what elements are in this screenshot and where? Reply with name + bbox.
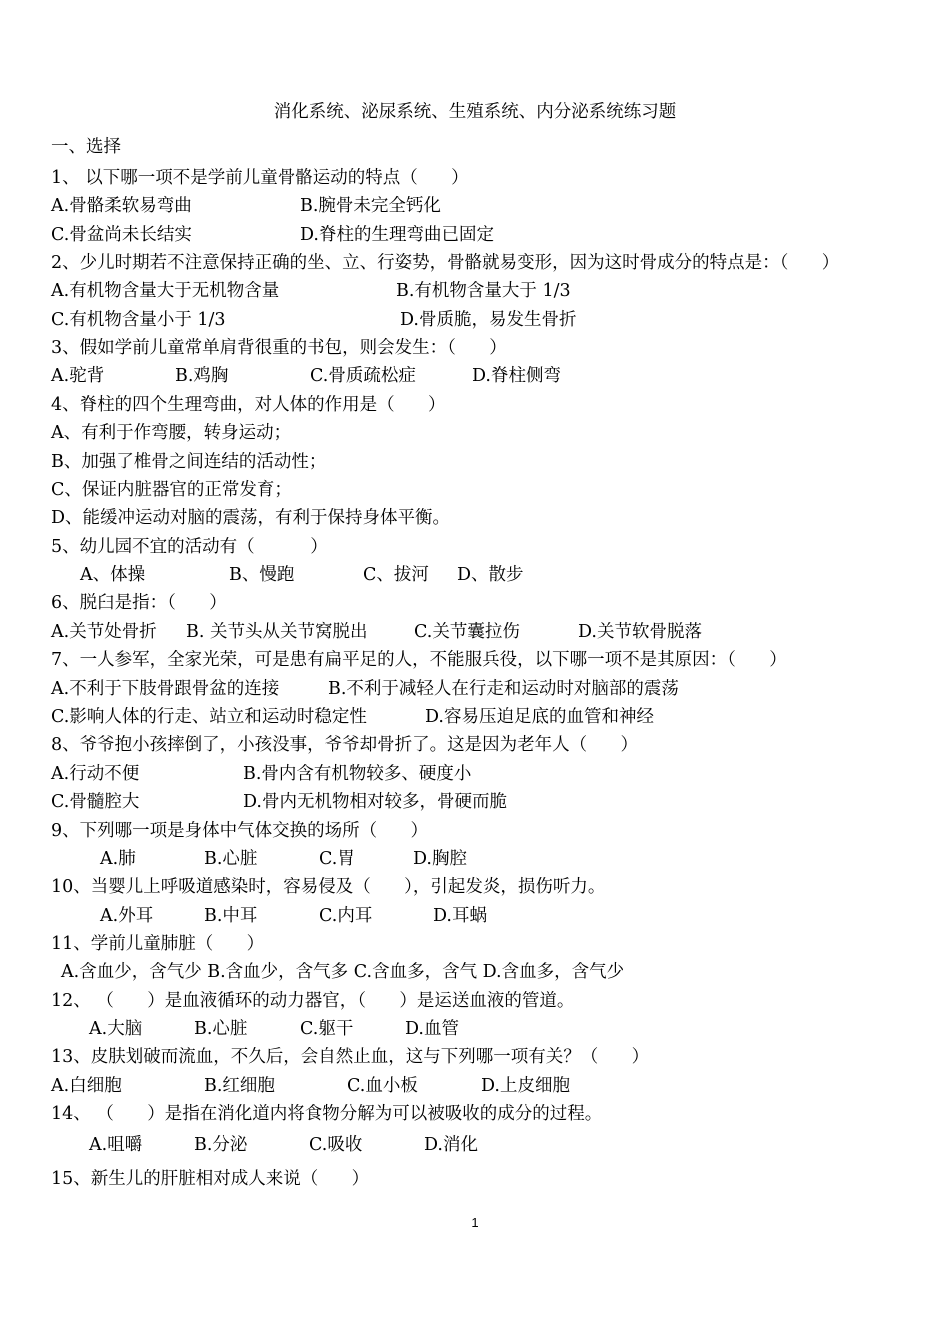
question-stem: 10、当婴儿上呼吸道感染时，容易侵及（ ），引起发炎，损伤听力。 [51,877,606,897]
answer-option: C.吸收 [309,1135,363,1155]
answer-option: A.驼背 [51,366,105,386]
answer-option: A.咀嚼 [89,1135,143,1155]
answer-option: A.大脑 [89,1019,143,1039]
question-stem: 3、假如学前儿童常单肩背很重的书包，则会发生：（ ） [51,338,507,358]
answer-option: C.躯干 [300,1019,354,1039]
answer-option: B.不利于减轻人在行走和运动时对脑部的震荡 [328,679,679,699]
option-row [0,221,950,249]
answer-option: B.骨内含有机物较多、硬度小 [243,764,472,784]
option-row [0,561,950,589]
answer-option: C.血小板 [347,1076,418,1096]
answer-option: D.胸腔 [413,849,467,869]
answer-option: A.关节处骨折 [51,622,157,642]
answer-option: C、拔河 [363,565,429,585]
option-row [0,448,950,476]
page-number: 1 [471,1215,479,1230]
option-row [0,958,950,986]
answer-option: A.白细胞 [51,1076,122,1096]
answer-option: D.脊柱的生理弯曲已固定 [300,225,494,245]
question-stem: 2、少儿时期若不注意保持正确的坐、立、行姿势，骨骼就易变形，因为这时骨成分的特点是：（ ） [51,253,840,273]
option-row [0,1131,950,1159]
answer-option: D.消化 [424,1135,478,1155]
answer-option: C.关节囊拉伤 [414,622,520,642]
option-row [0,306,950,334]
option-row [0,703,950,731]
page-title: 消化系统、泌尿系统、生殖系统、内分泌系统练习题 [273,102,677,122]
answer-option: A.肺 [100,849,136,869]
answer-option: B.中耳 [204,906,258,926]
answer-option: B.鸡胸 [175,366,229,386]
question-stem: 13、皮肤划破而流血，不久后，会自然止血，这与下列哪一项有关？（ ） [51,1047,650,1067]
answer-option: B. 关节头从关节窝脱出 [186,622,368,642]
option-row [0,1072,950,1100]
option-row [0,902,950,930]
option-row [0,277,950,305]
option-row [0,618,950,646]
question-stem: 6、脱臼是指：（ ） [51,593,227,613]
answer-option: A、体操 [80,565,146,585]
question-stem: 1、 以下哪一项不是学前儿童骨骼运动的特点（ ） [51,168,469,188]
answer-option: C.骨髓腔大 [51,792,140,812]
answer-option: D.容易压迫足底的血管和神经 [425,707,654,727]
answer-option: B.红细胞 [204,1076,275,1096]
option-row [0,476,950,504]
question-stem: 7、一人参军，全家光荣，可是患有扁平足的人，不能服兵役，以下哪一项不是其原因：（ ） [51,650,787,670]
answer-option: D.骨质脆，易发生骨折 [400,310,577,330]
question-stem: 9、下列哪一项是身体中气体交换的场所（ ） [51,821,429,841]
question-stem: 4、脊柱的四个生理弯曲，对人体的作用是（ ） [51,395,446,415]
option-row [0,504,950,532]
answer-option: B、加强了椎骨之间连结的活动性； [51,452,327,472]
option-row [0,675,950,703]
answer-option: C、保证内脏器官的正常发育； [51,480,292,500]
question-stem: 14、 （ ）是指在消化道内将食物分解为可以被吸收的成分的过程。 [51,1104,603,1124]
answer-option: B.有机物含量大于 1/3 [396,281,571,301]
answer-option: D、散步 [457,565,524,585]
answer-option: C.有机物含量小于 1/3 [51,310,226,330]
answer-option: C.骨盆尚未长结实 [51,225,192,245]
question-stem: 5、幼儿园不宜的活动有（ ） [51,537,328,557]
question-stem: 8、爷爷抱小孩摔倒了，小孩没事，爷爷却骨折了。这是因为老年人（ ） [51,735,639,755]
answer-option: D.血管 [405,1019,459,1039]
answer-option: D.骨内无机物相对较多，骨硬而脆 [243,792,507,812]
option-row [0,845,950,873]
section-heading: 一、选择 [51,137,121,157]
answer-option: A.行动不便 [51,764,140,784]
answer-option: D、能缓冲运动对脑的震荡，有利于保持身体平衡。 [51,508,451,528]
answer-option: B.腕骨未完全钙化 [300,196,441,216]
answer-option: C.胃 [319,849,355,869]
answer-option: A.不利于下肢骨跟骨盆的连接 [51,679,280,699]
answer-option: B.心脏 [194,1019,248,1039]
option-row [0,192,950,220]
answer-option: D.耳蜗 [433,906,487,926]
answer-option: A.含血少，含气少 B.含血少，含气多 C.含血多，含气 D.含血多，含气少 [61,962,625,982]
question-stem: 15、新生儿的肝脏相对成人来说（ ） [51,1169,370,1189]
option-row [0,362,950,390]
answer-option: C.骨质疏松症 [310,366,416,386]
option-row [0,760,950,788]
answer-option: B、慢跑 [229,565,295,585]
option-row [0,419,950,447]
answer-option: A、有利于作弯腰，转身运动； [51,423,292,443]
option-row [0,788,950,816]
answer-option: B.心脏 [204,849,258,869]
answer-option: D.上皮细胞 [481,1076,570,1096]
answer-option: B.分泌 [194,1135,248,1155]
option-row [0,1015,950,1043]
answer-option: D.关节软骨脱落 [578,622,702,642]
answer-option: A.骨骼柔软易弯曲 [51,196,192,216]
answer-option: A.有机物含量大于无机物含量 [51,281,280,301]
answer-option: D.脊柱侧弯 [472,366,561,386]
question-stem: 12、 （ ）是血液循环的动力器官，（ ）是运送血液的管道。 [51,991,575,1011]
answer-option: C.内耳 [319,906,373,926]
answer-option: A.外耳 [100,906,154,926]
answer-option: C.影响人体的行走、站立和运动时稳定性 [51,707,367,727]
question-stem: 11、学前儿童肺脏（ ） [51,934,265,954]
